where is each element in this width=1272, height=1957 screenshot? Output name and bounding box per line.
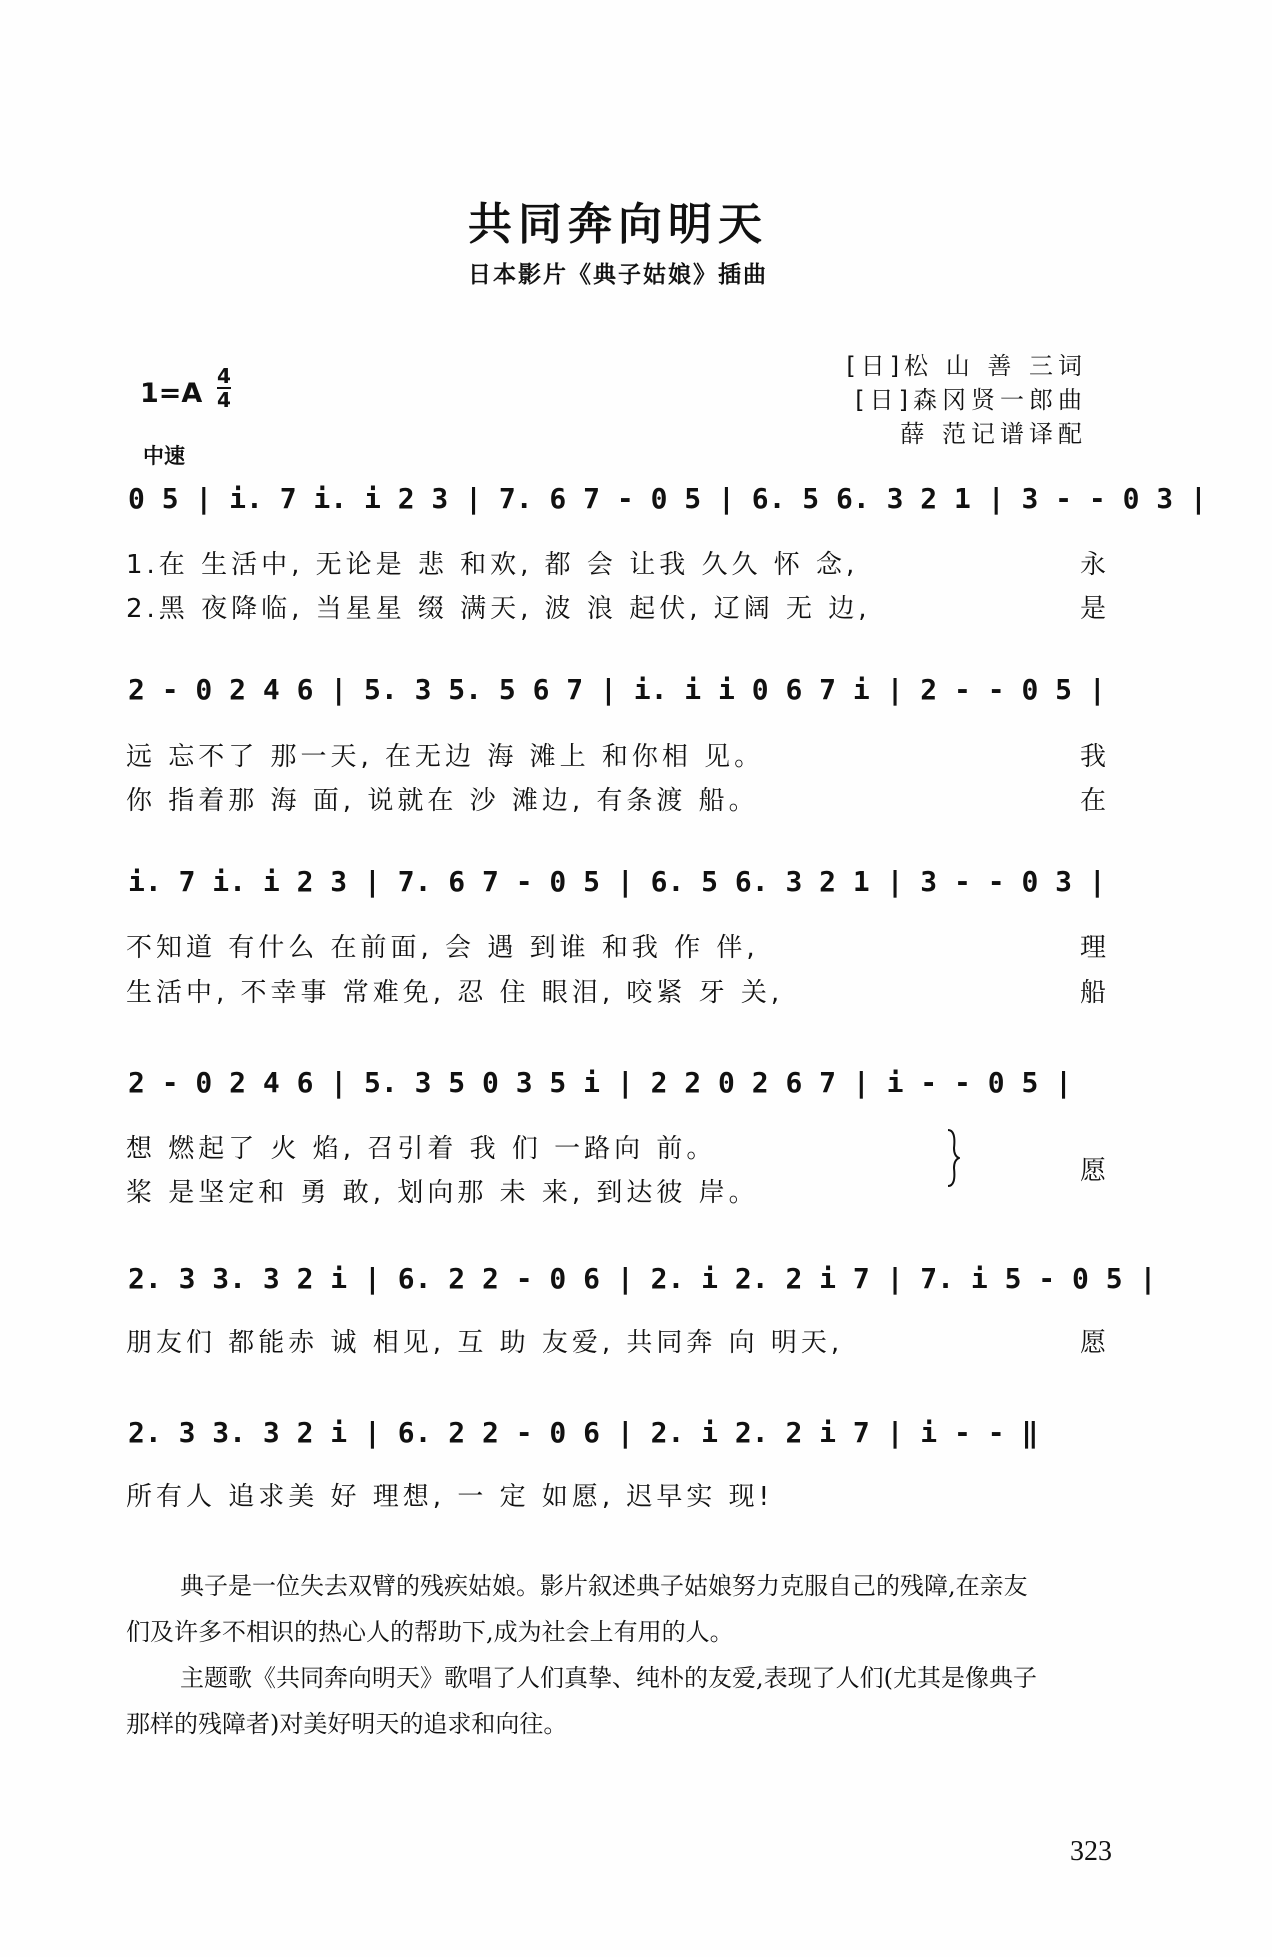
page-number: 323	[1070, 1836, 1112, 1867]
lyrics-line-6: 所有人 追求美 好 理想, 一 定 如愿, 迟早实 现!	[126, 1482, 774, 1512]
time-signature-bottom: 4	[217, 388, 231, 412]
lyricist-credit: [日]松 山 善 三词	[846, 352, 1087, 380]
lyrics-line-2-verse-1-end: 我	[1079, 742, 1106, 772]
time-signature-top: 4	[217, 364, 231, 388]
notation-line-6: 2. 3 3. 3 2 i | 6. 2 2 - 0 6 | 2. i 2. 2 i 7 | i - - ‖	[128, 1416, 1039, 1449]
verse-brace	[946, 1128, 960, 1188]
lyrics-line-1-verse-1-end: 永	[1079, 550, 1106, 580]
song-subtitle: 日本影片《典子姑娘》插曲	[468, 261, 768, 288]
description-paragraph-1-line-1: 典子是一位失去双臂的残疾姑娘。影片叙述典子姑娘努力克服自己的残障,在亲友	[180, 1572, 1028, 1600]
lyrics-line-5-end: 愿	[1079, 1328, 1106, 1358]
lyrics-line-3-verse-1: 不知道 有什么 在前面, 会 遇 到谁 和我 作 伴,	[126, 933, 759, 963]
lyrics-line-1-verse-1: 1.在 生活中, 无论是 悲 和欢, 都 会 让我 久久 怀 念,	[126, 550, 859, 580]
lyrics-line-1-verse-2: 2.黑 夜降临, 当星星 缀 满天, 波 浪 起伏, 辽阔 无 边,	[126, 594, 871, 624]
lyrics-line-2-verse-2-end: 在	[1079, 786, 1106, 816]
lyrics-line-3-verse-2: 生活中, 不幸事 常难免, 忍 住 眼泪, 咬紧 牙 关,	[126, 978, 784, 1008]
description-paragraph-2-line-1: 主题歌《共同奔向明天》歌唱了人们真挚、纯朴的友爱,表现了人们(尤其是像典子	[180, 1664, 1037, 1692]
translator-credit: 薛 范记谱译配	[900, 420, 1087, 448]
lyrics-line-1-verse-2-end: 是	[1079, 594, 1106, 624]
lyrics-line-4-end: 愿	[1079, 1156, 1106, 1186]
lyrics-line-4-verse-2: 桨 是坚定和 勇 敢, 划向那 未 来, 到达彼 岸。	[126, 1178, 759, 1208]
lyrics-line-4-verse-1: 想 燃起了 火 焰, 召引着 我 们 一路向 前。	[126, 1134, 717, 1164]
notation-line-2: 2 - 0 2 4 6 | 5. 3 5. 5 6 7 | i. i i 0 6 7 i | 2 - - 0 5 |	[128, 673, 1106, 706]
description-paragraph-2-line-2: 那样的残障者)对美好明天的追求和向往。	[126, 1710, 568, 1738]
notation-line-3: i. 7 i. i 2 3 | 7. 6 7 - 0 5 | 6. 5 6. 3 2 1 | 3 - - 0 3 |	[128, 865, 1106, 898]
notation-line-4: 2 - 0 2 4 6 | 5. 3 5 0 3 5 i | 2 2 0 2 6 7 | i - - 0 5 |	[128, 1066, 1073, 1099]
description-paragraph-1-line-2: 们及许多不相识的热心人的帮助下,成为社会上有用的人。	[126, 1618, 734, 1646]
key-signature: 1=A	[140, 378, 203, 409]
song-title: 共同奔向明天	[468, 199, 768, 250]
lyrics-line-2-verse-2: 你 指着那 海 面, 说就在 沙 滩边, 有条渡 船。	[126, 786, 759, 816]
tempo-marking: 中速	[143, 444, 185, 468]
composer-credit: [日]森冈贤一郎曲	[855, 386, 1087, 414]
lyrics-line-5: 朋友们 都能赤 诚 相见, 互 助 友爱, 共同奔 向 明天,	[126, 1328, 844, 1358]
lyrics-line-2-verse-1: 远 忘不了 那一天, 在无边 海 滩上 和你相 见。	[126, 742, 765, 772]
lyrics-line-3-verse-2-end: 船	[1079, 978, 1106, 1008]
notation-line-5: 2. 3 3. 3 2 i | 6. 2 2 - 0 6 | 2. i 2. 2 i 7 | 7. i 5 - 0 5 |	[128, 1262, 1157, 1295]
time-signature	[217, 366, 231, 410]
lyrics-line-3-verse-1-end: 理	[1079, 933, 1106, 963]
notation-line-1: 0 5 | i. 7 i. i 2 3 | 7. 6 7 - 0 5 | 6. 5 6. 3 2 1 | 3 - - 0 3 |	[128, 482, 1207, 515]
